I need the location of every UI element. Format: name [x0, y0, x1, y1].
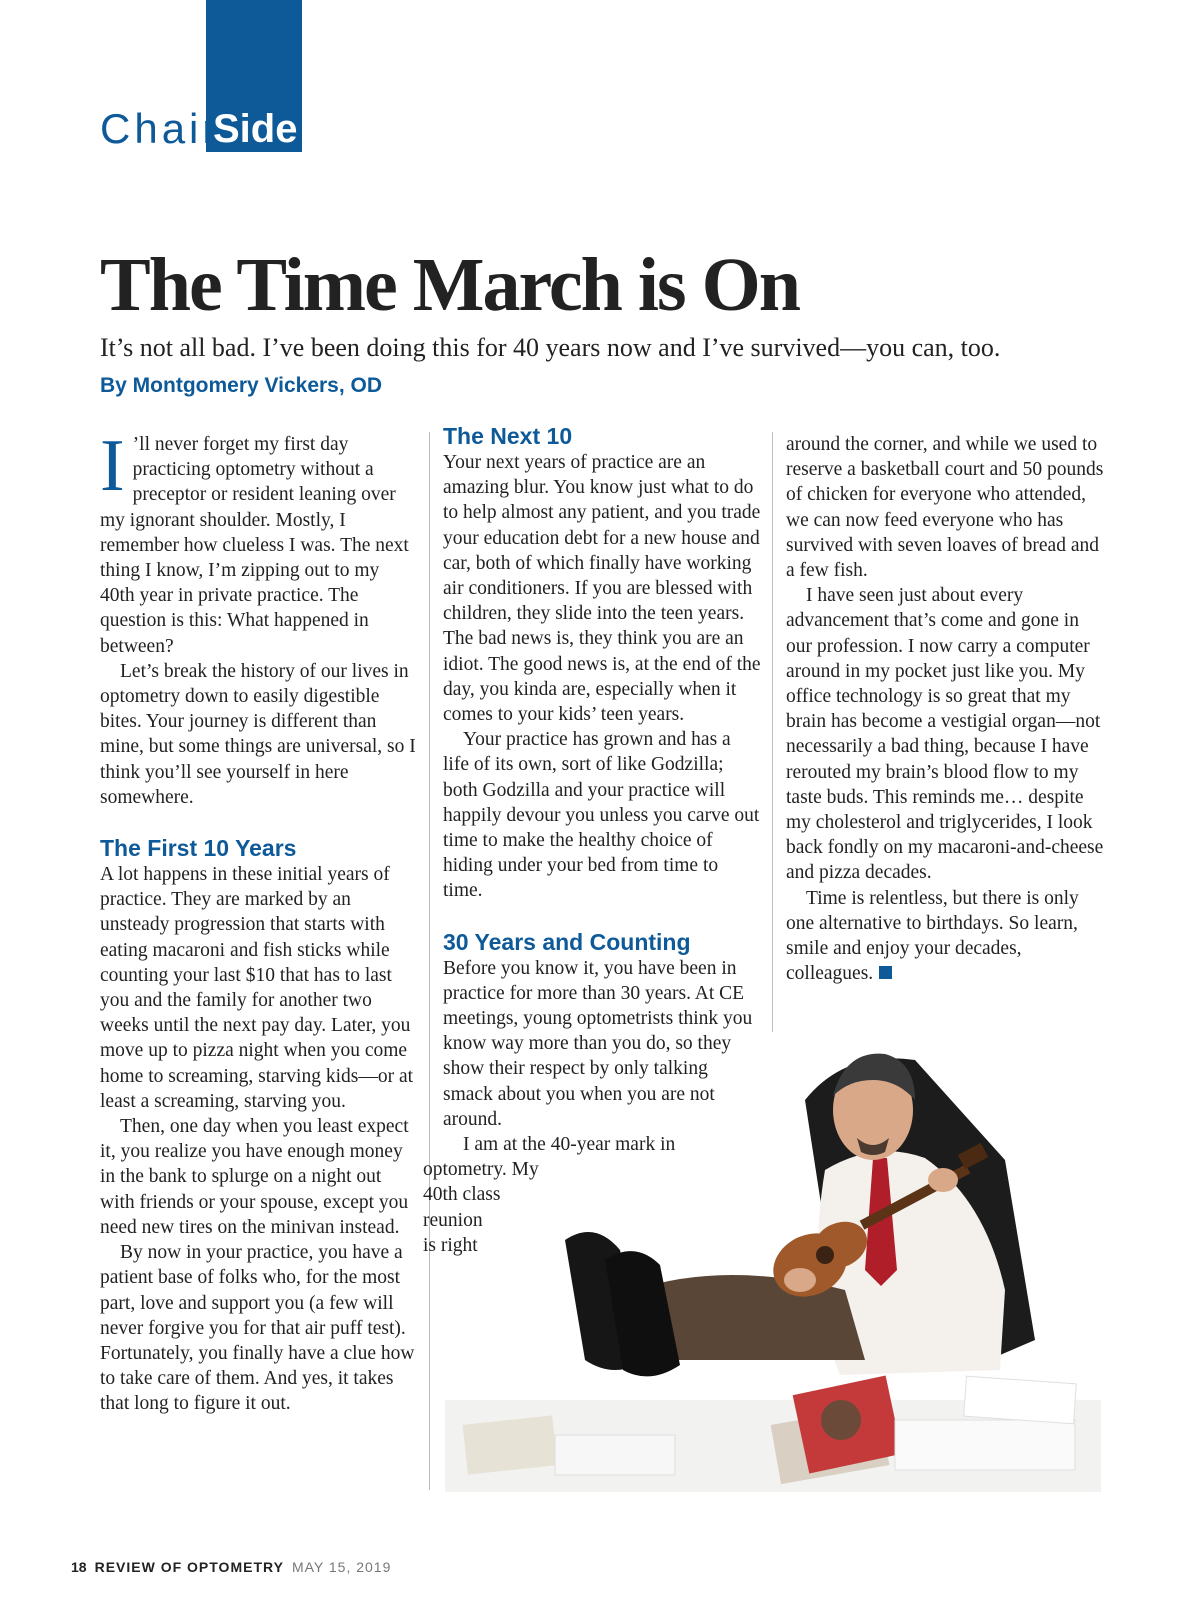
paragraph: Before you know it, you have been in practice for more than 30 years. At CE meetings, young optometrists think you know way more than you do, so they show their respect by only talking smack about you when you are not around. — [443, 957, 753, 1130]
issue-date: MAY 15, 2019 — [291, 1559, 392, 1575]
column-divider — [429, 432, 430, 1490]
paragraph-line: 40th class — [423, 1184, 501, 1206]
article-column-3 — [786, 432, 1104, 986]
paragraph — [786, 886, 1104, 987]
article-deck: It’s not all bad. I’ve been doing this for 40 years now and I’ve survived—you can, too. — [100, 333, 1001, 362]
section-heading-next-10: The Next 10 — [443, 423, 573, 449]
paragraph-line: reunion — [423, 1209, 483, 1231]
department-label-chair: Chair — [100, 105, 221, 152]
paragraph: By now in your practice, you have a patient base of folks who, for the most part, love and support you (a few will never forgive you for that air puff test). Fortunately, you finally have a clue how to take care of them. And yes, it takes that long to figure it out. — [100, 1242, 415, 1415]
article-byline: By Montgomery Vickers, OD — [100, 374, 383, 397]
page-footer — [71, 1558, 391, 1576]
author-photo — [445, 1040, 1101, 1492]
author-photo-illustration — [445, 1040, 1101, 1492]
paragraph-line: is right — [423, 1234, 478, 1256]
paragraph-line: I am at the 40-year mark in — [463, 1134, 676, 1156]
paragraph: A lot happens in these initial years of practice. They are marked by an unsteady progression that starts with eating macaroni and fish sticks while counting your last $10 that has to last you and the family for another two weeks until the next pay day. Later, you move up to pizza night when you come home to screaming, starving kids—or at least a screaming, starving you. — [100, 864, 414, 1112]
article-column-1 — [100, 425, 418, 1417]
paragraph-text: ’ll never forget my first day practicing optometry without a preceptor or resident leaning over my ignorant shoulder. Mostly, I remember how clueless I was. The next thing I know, I’m zipping out to my 40th year in private practice. The question is this: What happened in between? — [100, 434, 409, 657]
publication-name: REVIEW OF OPTOMETRY — [94, 1559, 284, 1575]
paragraph — [100, 425, 418, 659]
square-end-mark-icon — [879, 966, 892, 979]
section-heading-30-years: 30 Years and Counting — [443, 928, 691, 955]
paragraph: Then, one day when you least expect it, you realize you have enough money in the bank to splurge on a night out with friends or your spouse, except you need new tires on the minivan instead. — [100, 1116, 409, 1238]
paragraph-text: Time is relentless, but there is only one alternative to birthdays. So learn, smile and enjoy your decades, colleagues. — [786, 887, 1079, 985]
paragraph: Let’s break the history of our lives in optometry down to easily digestible bites. Your journey is different than mine, but some things are universal, so I think you’ll see yourself in here somewhere. — [100, 660, 416, 808]
column-divider — [772, 432, 773, 1032]
paragraph: I have seen just about every advancement that’s come and gone in our profession. I now carry a computer around in my pocket just like you. My office technology is so great that my brain has become a vestigial organ—not necessarily a bad thing, because I have rerouted my brain’s blood flow to my taste buds. This reminds me… despite my cholesterol and triglycerides, I look back fondly on my macaroni-and-cheese and pizza decades. — [786, 585, 1104, 884]
paragraph-line: optometry. My — [423, 1159, 539, 1181]
drop-cap: I — [100, 425, 125, 507]
paragraph: Your next years of practice are an amazing blur. You know just what to do to help almost any patient, and you trade your education debt for a new house and car, both of which finally have working air conditioners. If you are blessed with children, they slide into the teen years. The bad news is, they think you are an idiot. The good news is, at the end of the day, you kinda are, especially when it comes to your kids’ teen years. — [443, 452, 761, 726]
department-label-side: Side — [213, 107, 298, 151]
article-title: The Time March is On — [100, 243, 799, 327]
paragraph: around the corner, and while we used to reserve a basketball court and 50 pounds of chicken for everyone who attended, we can now feed everyone who has survived with seven loaves of bread and a few fish. — [786, 434, 1104, 582]
page-number: 18 — [71, 1559, 87, 1575]
section-heading-first-10-years: The First 10 Years — [100, 835, 297, 862]
paragraph: Your practice has grown and has a life of its own, sort of like Godzilla; both Godzilla and your practice will happily devour you unless you carve out time to make the healthy choice of hiding under your bed from time to time. — [443, 729, 760, 902]
